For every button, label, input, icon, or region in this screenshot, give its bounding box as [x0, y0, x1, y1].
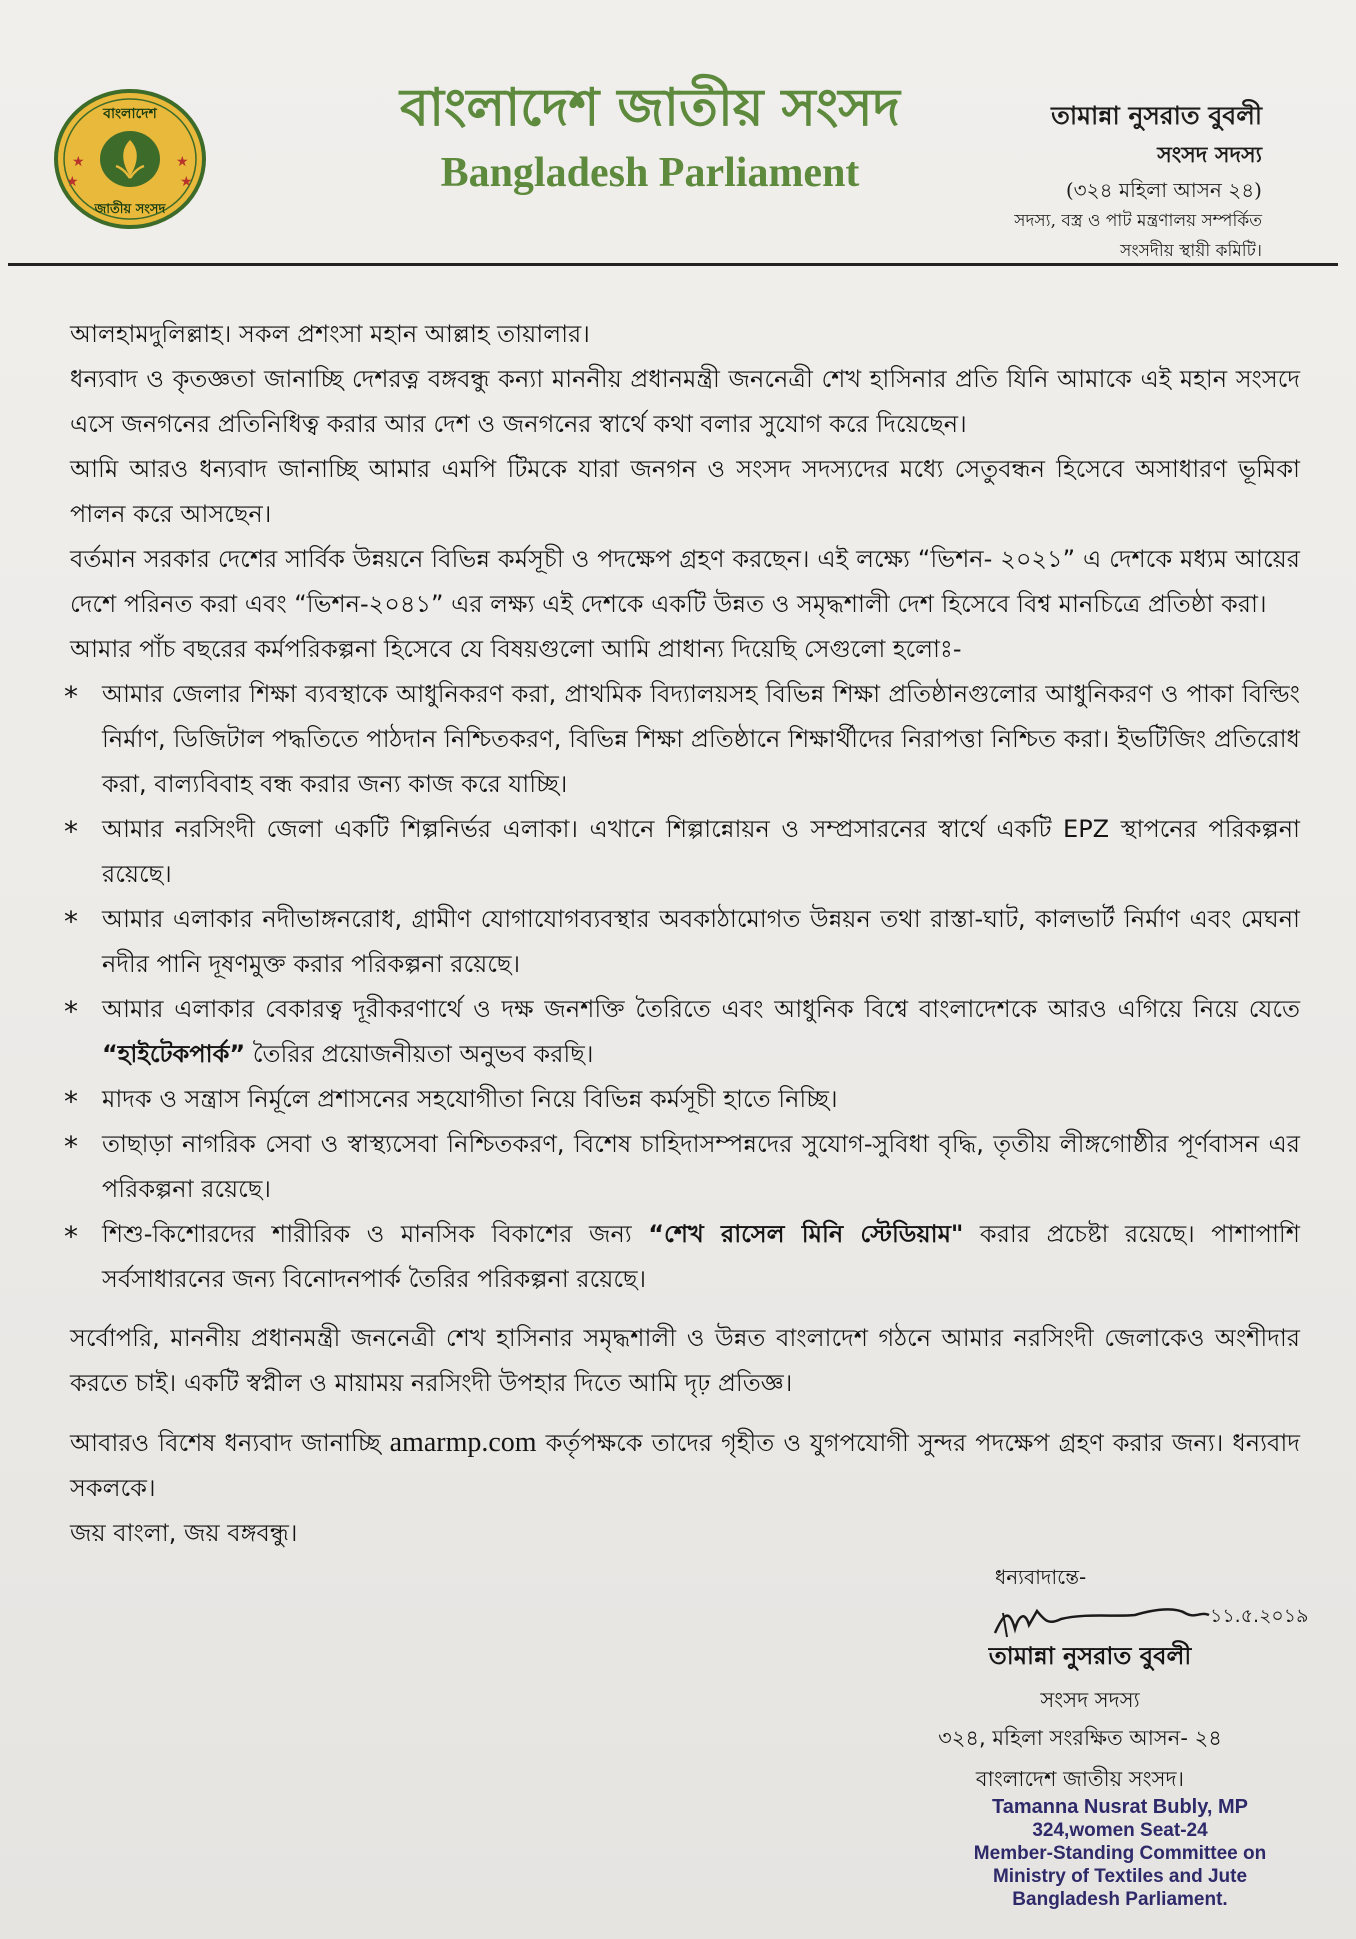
emblem-text-top: বাংলাদেশ [103, 106, 157, 122]
website-thanks-text: কর্তৃপক্ষকে তাদের গৃহীত ও যুগপযোগী সুন্দর পদক্ষেপ গ্রহণ করার জন্য। ধন্যবাদ সকলকে। [70, 1429, 1300, 1502]
list-item-text: মাদক ও সন্ত্রাস নির্মূলে প্রশাসনের সহযোগীতা নিয়ে বিভিন্ন কর্মসূচী হাতে নিচ্ছি। [102, 1085, 838, 1113]
thanks-paragraph: ধন্যবাদ ও কৃতজ্ঞতা জানাচ্ছি দেশরত্ন বঙ্গবন্ধু কন্যা মাননীয় প্রধানমন্ত্রী জননেত্রী শেখ হাসিনার প্রতি যিনি আমাকে এই মহান সংসদে এসে জনগনের প্রতিনিধিত্ব করার আর দেশ ও জনগনের স্বার্থে কথা বলার সুযোগ করে দিয়েছেন। [70, 365, 1300, 438]
signatory-parliament: বাংলাদেশ জাতীয় সংসদ। [975, 1767, 1185, 1791]
conclusion-paragraph: সর্বোপরি, মাননীয় প্রধানমন্ত্রী জননেত্রী শেখ হাসিনার সমৃদ্ধশালী ও উন্নত বাংলাদেশ গঠনে আমার নরসিংদী জেলাকেও অংশীদার করতে চাই। একটি স্বপ্নীল ও মায়াময় নরসিংদী উপহার দিতে আমি দৃঢ় প্রতিজ্ঞ। [70, 1324, 1300, 1397]
bullet-asterisk: * [64, 995, 78, 1028]
parliament-emblem-icon [52, 88, 208, 230]
member-committee-line1: সদস্য, বস্ত্র ও পাট মন্ত্রণালয় সম্পর্কিত [1014, 211, 1262, 231]
stadium-emphasis: “শেখ রাসেল মিনি স্টেডিয়াম" [648, 1220, 964, 1248]
list-item-text: আমার এলাকার নদীভাঙ্গনরোধ, গ্রামীণ যোগাযোগব্যবস্থার অবকাঠামোগত উন্নয়ন তথা রাস্তা-ঘাট, কালভার্ট নির্মাণ এবং মেঘনা নদীর পানি দূষণমুক্ত করার পরিকল্পনা রয়েছে। [102, 905, 1300, 978]
letterhead-title-bn: বাংলাদেশ জাতীয় সংসদ [400, 77, 900, 138]
letterhead-title-en: Bangladesh Parliament [440, 150, 860, 196]
bullet-asterisk: * [64, 815, 78, 848]
opening-praise: আলহামদুলিল্লাহ। সকল প্রশংসা মহান আল্লাহ তায়ালার। [70, 320, 590, 348]
bullet-asterisk: * [64, 680, 78, 713]
plan-intro: আমার পাঁচ বছরের কর্মপরিকল্পনা হিসেবে যে বিষয়গুলো আমি প্রাধান্য দিয়েছি সেগুলো হলোঃ- [70, 635, 962, 663]
svg-text:★: ★ [66, 174, 79, 190]
stamp-line-committee: Member-Standing Committee on [973, 1843, 1267, 1864]
hitech-park-emphasis: “হাইটেকপার্ক” [102, 1040, 246, 1068]
list-item-text: আমার এলাকার বেকারত্ব দূরীকরণার্থে ও দক্ষ জনশক্তি তৈরিতে এবং আধুনিক বিশ্বে বাংলাদেশকে আরও এগিয়ে নিয়ে যেতে [102, 995, 1300, 1023]
signatory-seat: ৩২৪, মহিলা সংরক্ষিত আসন- ২৪ [938, 1726, 1222, 1750]
list-item-text: শিশু-কিশোরদের শারীরিক ও মানসিক বিকাশের জন্য [102, 1220, 649, 1248]
slogan: জয় বাংলা, জয় বঙ্গবন্ধু। [70, 1519, 298, 1547]
svg-text:★: ★ [180, 174, 193, 190]
list-item-text: তৈরির প্রয়োজনীয়তা অনুভব করছি। [245, 1040, 594, 1068]
website-name: amarmp.com [389, 1427, 537, 1458]
list-item [64, 1212, 1300, 1302]
signature-date: ১১.৫.২০১৯ [1210, 1605, 1309, 1627]
bullet-asterisk: * [64, 905, 78, 938]
svg-text:★: ★ [176, 154, 189, 170]
stamp-line-seat: 324,women Seat-24 [1032, 1820, 1208, 1841]
member-committee-line2: সংসদীয় স্থায়ী কমিটি। [1120, 241, 1262, 261]
team-thanks-paragraph: আমি আরও ধন্যবাদ জানাচ্ছি আমার এমপি টিমকে যারা জনগন ও সংসদ সদস্যদের মধ্যে সেতুবন্ধন হিসেবে অসাধারণ ভূমিকা পালন করে আসছেন। [70, 455, 1300, 528]
website-thanks-paragraph [70, 1420, 1300, 1511]
stamp-line-name: Tamanna Nusrat Bubly, MP [992, 1796, 1248, 1818]
bullet-asterisk: * [64, 1085, 78, 1118]
list-item [64, 672, 1300, 807]
bullet-asterisk: * [64, 1130, 78, 1163]
bullet-asterisk: * [64, 1220, 78, 1253]
letter-body [64, 312, 1300, 1556]
official-stamp [950, 1796, 1290, 1911]
member-seat: (৩২৪ মহিলা আসন ২৪) [1065, 178, 1262, 202]
emblem-text-bottom: জাতীয় সংসদ [94, 202, 166, 217]
vision-paragraph: বর্তমান সরকার দেশের সার্বিক উন্নয়নে বিভিন্ন কর্মসূচী ও পদক্ষেপ গ্রহণ করছেন। এই লক্ষ্যে “ভিশন- ২০২১” এ দেশকে মধ্যম আয়ের দেশে পরিনত করা এবং “ভিশন-২০৪১” এর লক্ষ্য এই দেশকে একটি উন্নত ও সমৃদ্ধশালী দেশ হিসেবে বিশ্ব মানচিত্রে প্রতিষ্ঠা করা। [70, 545, 1300, 618]
list-item-text: করার প্রচেষ্টা রয়েছে। পাশাপাশি সর্বসাধারনের জন্য বিনোদনপার্ক তৈরির পরিকল্পনা রয়েছে। [102, 1220, 1300, 1293]
list-item [64, 1077, 1300, 1122]
signatory-name: তামান্না নুসরাত বুবলী [988, 1642, 1192, 1670]
list-item [64, 1122, 1300, 1212]
stamp-line-ministry: Ministry of Textiles and Jute [992, 1866, 1248, 1887]
closing-salutation: ধন্যবাদান্তে- [995, 1565, 1087, 1589]
list-item-text: আমার জেলার শিক্ষা ব্যবস্থাকে আধুনিকরণ করা, প্রাথমিক বিদ্যালয়সহ বিভিন্ন শিক্ষা প্রতিষ্ঠানগুলোর আধুনিকরণ ও পাকা বিল্ডিং নির্মাণ, ডিজিটাল পদ্ধতিতে পাঠদান নিশ্চিতকরণ, বিভিন্ন শিক্ষা প্রতিষ্ঠানে শিক্ষার্থীদের নিরাপত্তা নিশ্চিত করা। ইভটিজিং প্রতিরোধ করা, বাল্যবিবাহ বন্ধ করার জন্য কাজ করে যাচ্ছি। [102, 680, 1300, 798]
header-divider [8, 263, 1338, 266]
svg-text:★: ★ [72, 154, 85, 170]
stamp-line-parliament: Bangladesh Parliament. [1012, 1889, 1228, 1910]
plan-list [64, 672, 1300, 1302]
member-name: তামান্না নুসরাত বুবলী [1051, 101, 1262, 130]
member-title: সংসদ সদস্য [1157, 142, 1262, 168]
signatory-title: সংসদ সদস্য [1040, 1688, 1140, 1712]
website-thanks-text: আবারও বিশেষ ধন্যবাদ জানাচ্ছি [70, 1429, 390, 1457]
list-item-text: আমার নরসিংদী জেলা একটি শিল্পনির্ভর এলাকা। এখানে শিল্পান্নোয়ন ও সম্প্রসারনের স্বার্থে একটি EPZ স্থাপনের পরিকল্পনা রয়েছে। [102, 815, 1300, 888]
list-item [64, 897, 1300, 987]
list-item-text: তাছাড়া নাগরিক সেবা ও স্বাস্থ্যসেবা নিশ্চিতকরণ, বিশেষ চাহিদাসম্পন্নদের সুযোগ-সুবিধা বৃদ্ধি, তৃতীয় লীঙ্গগোষ্ঠীর পূর্ণবাসন এর পরিকল্পনা রয়েছে। [102, 1130, 1300, 1203]
list-item [64, 987, 1300, 1077]
list-item [64, 807, 1300, 897]
